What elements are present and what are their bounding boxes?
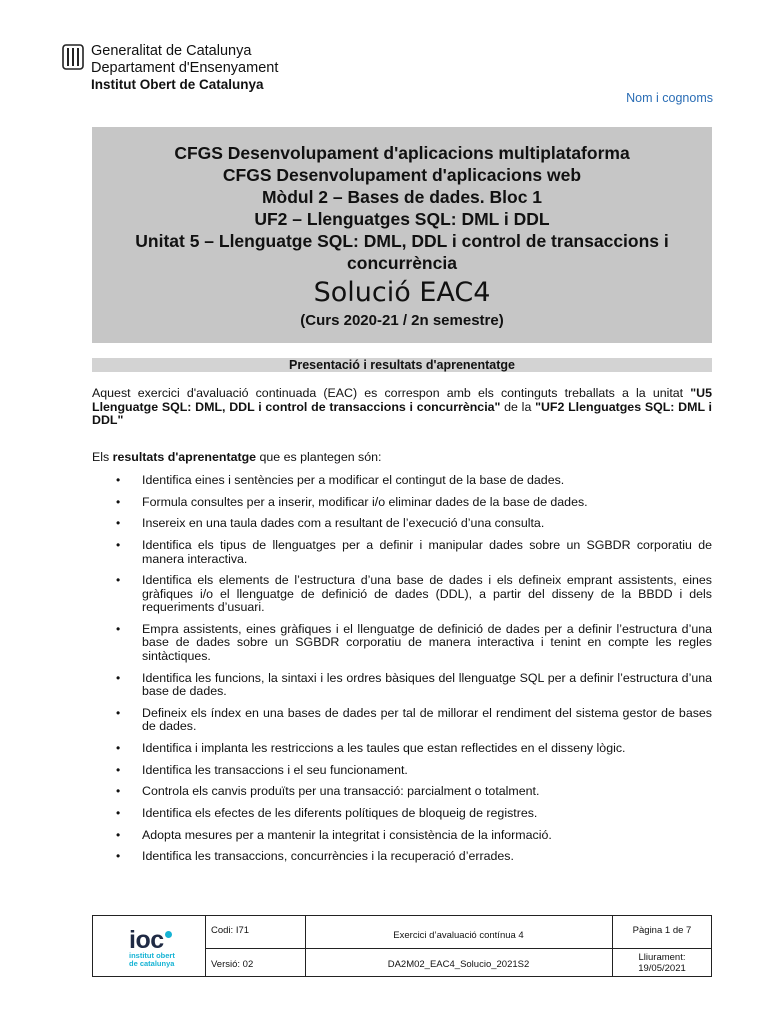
title-line-3: Mòdul 2 – Bases de dades. Bloc 1 xyxy=(261,187,543,207)
bullet-icon: • xyxy=(116,762,121,777)
list-item xyxy=(92,707,712,734)
list-item xyxy=(92,517,712,531)
ioc-logo-text: ioc xyxy=(129,926,164,954)
bullet-icon: • xyxy=(116,705,121,720)
ioc-dot-icon xyxy=(165,931,172,938)
list-item xyxy=(92,496,712,510)
solution-title: Solució EAC4 xyxy=(313,277,491,308)
bullet-icon: • xyxy=(116,670,121,685)
list-item-text: Identifica els efectes de les diferents polítiques de bloqueig de registres. xyxy=(142,806,538,821)
list-item-text: Defineix els índex en una bases de dades per tal de millorar el rendiment del sistema gestor de bases de dades. xyxy=(142,705,712,734)
list-item xyxy=(92,807,712,821)
lead-text-a: Els xyxy=(92,450,113,464)
course-period: (Curs 2020-21 / 2n semestre) xyxy=(300,312,504,329)
list-item-text: Empra assistents, eines gràfiques i el llenguatge de definició de dades per a definir l’estructura d’una base de dades sobre un SGBDR corporatiu de manera interactiva i tenint en compte les regles sintàctiques. xyxy=(142,621,712,663)
bullet-icon: • xyxy=(116,741,121,755)
footer-exercise: Exercici d’avaluació contínua 4 xyxy=(393,930,524,941)
list-item xyxy=(92,474,712,488)
ioc-logo-subtitle-1: institut obert xyxy=(129,951,175,960)
footer-version: Versió: 02 xyxy=(211,959,254,970)
list-item-text: Insereix en una taula dades com a resultant de l’execució d’una consulta. xyxy=(142,516,545,531)
intro-uf: "UF2 Llenguatges SQL: DML i DDL" xyxy=(92,399,712,427)
list-item xyxy=(92,829,712,843)
bullet-icon: • xyxy=(116,573,121,588)
list-item-text: Identifica eines i sentències per a modificar el contingut de la base de dades. xyxy=(142,473,565,487)
list-item-text: Controla els canvis produïts per una transacció: parcialment o totalment. xyxy=(142,784,540,799)
intro-paragraph xyxy=(92,387,712,428)
list-item-text: Identifica els elements de l’estructura d’una base de dades i els defineix emprant assistents, eines gràfiques i/o el llenguatge de definició de dades (DDL), a partir del disseny de la BBDD i dels requeriments d’usuari. xyxy=(142,573,712,615)
bullet-icon: • xyxy=(116,784,121,799)
footer-divider xyxy=(205,916,206,976)
list-item xyxy=(92,785,712,799)
intro-text-a: Aquest exercici d'avaluació continuada (EAC) es correspon amb els continguts treballats a la unitat xyxy=(92,386,691,400)
list-item xyxy=(92,623,712,664)
footer-filename: DA2M02_EAC4_Solucio_2021S2 xyxy=(387,959,530,970)
department-name: Departament d'Ensenyament xyxy=(91,60,279,76)
learning-outcomes-list xyxy=(92,474,712,872)
ioc-logo-subtitle-2: de catalunya xyxy=(129,959,175,968)
footer-code: Codi: I71 xyxy=(211,925,250,936)
lead-bold: resultats d'aprenentatge xyxy=(112,450,257,464)
intro-unit: "U5 Llenguatge SQL: DML, DDL i control de transaccions i concurrència" xyxy=(92,386,712,414)
outcomes-lead xyxy=(92,451,712,465)
list-item-text: Identifica les funcions, la sintaxi i les ordres bàsiques del llenguatge SQL per a definir l’estructura d’una base de dades. xyxy=(142,670,712,699)
bullet-icon: • xyxy=(116,849,121,864)
section-heading: Presentació i resultats d'aprenentatge xyxy=(92,358,712,372)
footer-divider xyxy=(205,948,711,949)
list-item xyxy=(92,672,712,699)
footer-delivery xyxy=(612,952,712,974)
title-line-5: Unitat 5 – Llenguatge SQL: DML, DDL i control de transaccions i concurrència xyxy=(135,231,669,273)
title-line-1: CFGS Desenvolupament d'aplicacions multiplataforma xyxy=(174,143,630,163)
bullet-icon: • xyxy=(116,806,121,821)
bullet-icon: • xyxy=(116,494,121,509)
ioc-logo xyxy=(129,928,175,968)
bullet-icon: • xyxy=(116,538,121,553)
list-item xyxy=(92,574,712,615)
institute-name: Institut Obert de Catalunya xyxy=(91,77,264,92)
document-footer xyxy=(92,915,712,977)
bullet-icon: • xyxy=(116,827,121,842)
bullet-icon: • xyxy=(116,516,121,531)
list-item-text: Identifica les transaccions, concurrències i la recuperació d’errades. xyxy=(142,849,514,864)
list-item-text: Identifica les transaccions i el seu funcionament. xyxy=(142,762,408,777)
lead-text-c: que es plantegen són: xyxy=(256,450,382,464)
student-name-field[interactable]: Nom i cognoms xyxy=(626,91,713,105)
list-item xyxy=(92,742,712,756)
list-item xyxy=(92,539,712,566)
list-item-text: Identifica i implanta les restriccions a les taules que estan reflectides en el disseny lògic. xyxy=(142,741,626,755)
footer-page-number: Pàgina 1 de 7 xyxy=(632,925,692,936)
intro-text-c: de la xyxy=(500,399,536,414)
list-item-text: Formula consultes per a inserir, modificar i/o eliminar dades de la base de dades. xyxy=(142,494,588,509)
list-item xyxy=(92,850,712,864)
title-line-4: UF2 – Llenguatges SQL: DML i DDL xyxy=(254,209,550,229)
generalitat-logo-icon xyxy=(62,44,84,70)
list-item-text: Adopta mesures per a mantenir la integritat i consistència de la informació. xyxy=(142,827,552,842)
title-line-2: CFGS Desenvolupament d'aplicacions web xyxy=(222,165,582,185)
title-block xyxy=(92,127,712,343)
list-item xyxy=(92,764,712,778)
bullet-icon: • xyxy=(116,473,121,487)
delivery-label: Lliurament: xyxy=(638,952,686,963)
delivery-date: 19/05/2021 xyxy=(638,963,686,974)
institution-header xyxy=(91,43,278,93)
bullet-icon: • xyxy=(116,621,121,636)
list-item-text: Identifica els tipus de llenguatges per a definir i manipular dades sobre un SGBDR corporatiu de manera interactiva. xyxy=(142,538,712,566)
gencat-name: Generalitat de Catalunya xyxy=(91,43,252,59)
